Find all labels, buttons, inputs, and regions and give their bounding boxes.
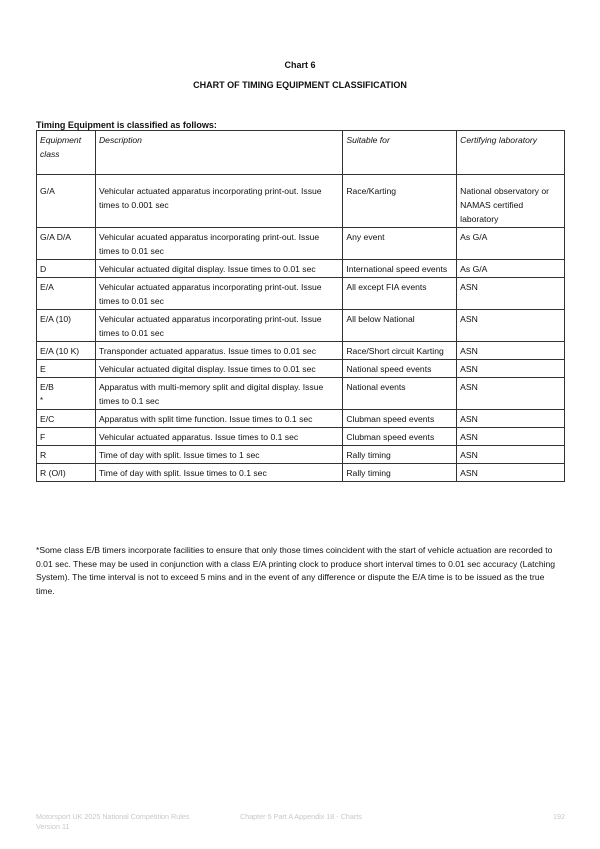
table-row: [37, 360, 565, 378]
cell-suitable-for: All below National: [343, 310, 457, 342]
cell-description: Apparatus with multi-memory split and digital display. Issue times to 0.1 sec: [95, 378, 342, 410]
header-equipment-class: Equipment class: [37, 131, 96, 175]
cell-class: F: [37, 428, 96, 446]
table-row: [37, 342, 565, 360]
cell-laboratory: ASN: [457, 278, 565, 310]
cell-laboratory: ASN: [457, 446, 565, 464]
cell-suitable-for: All except FIA events: [343, 278, 457, 310]
cell-class: E/A: [37, 278, 96, 310]
footer-title: Motorsport UK 2025 National Competition Rules: [36, 812, 190, 821]
chart-number: Chart 6: [284, 60, 316, 70]
cell-class: G/A: [37, 175, 96, 228]
cell-class: E/A (10): [37, 310, 96, 342]
cell-suitable-for: Race/Karting: [343, 175, 457, 228]
intro-text: Timing Equipment is classified as follows:: [36, 120, 217, 130]
table-header-row: [37, 131, 565, 175]
table-row: [37, 428, 565, 446]
cell-laboratory: ASN: [457, 428, 565, 446]
cell-class: E/A (10 K): [37, 342, 96, 360]
table-row: [37, 278, 565, 310]
footer-publication: [36, 812, 189, 832]
cell-laboratory: ASN: [457, 464, 565, 482]
cell-suitable-for: National speed events: [343, 360, 457, 378]
cell-class: D: [37, 260, 96, 278]
cell-suitable-for: Rally timing: [343, 446, 457, 464]
cell-suitable-for: Any event: [343, 228, 457, 260]
footer-version: Version 11: [36, 822, 70, 831]
classification-table: [36, 130, 565, 482]
table-row: [37, 228, 565, 260]
cell-description: Vehicular actuated apparatus. Issue times to 0.1 sec: [95, 428, 342, 446]
cell-description: Vehicular actuated apparatus incorporating print-out. Issue times to 0.01 sec: [95, 310, 342, 342]
footnote-marker: *: [40, 396, 44, 405]
cell-class: E/B *: [37, 378, 96, 410]
cell-description: Vehicular actuated digital display. Issue times to 0.01 sec: [95, 360, 342, 378]
footer-chapter: Chapter 5 Part A Appendix 18 - Charts: [240, 812, 362, 821]
cell-suitable-for: Clubman speed events: [343, 410, 457, 428]
table-body: [37, 175, 565, 482]
cell-description: Vehicular actuated apparatus incorporating print-out. Issue times to 0.001 sec: [95, 175, 342, 228]
page-number: 192: [553, 812, 565, 821]
cell-class: G/A D/A: [37, 228, 96, 260]
footnote: *Some class E/B timers incorporate facilities to ensure that only those times coincident with the start of vehicle actuation are recorded to 0.01 sec. These may be used in conjunction with a class E/A printing clock to produce short interval times to 0.01 sec accuracy (Latching System). The time interval is not to exceed 5 mins and in the event of any difference or dispute the E/A time is to be issued as the true time.: [36, 545, 556, 596]
cell-description: Vehicular actuated digital display. Issue times to 0.01 sec: [95, 260, 342, 278]
cell-suitable-for: International speed events: [343, 260, 457, 278]
cell-class: E: [37, 360, 96, 378]
table-row: [37, 410, 565, 428]
cell-class: R (O/I): [37, 464, 96, 482]
header-certifying-laboratory: Certifying laboratory: [457, 131, 565, 175]
cell-description: Apparatus with split time function. Issue times to 0.1 sec: [95, 410, 342, 428]
cell-suitable-for: Race/Short circuit Karting: [343, 342, 457, 360]
header-description: Description: [95, 131, 342, 175]
table-row: [37, 446, 565, 464]
header-suitable-for: Suitable for: [343, 131, 457, 175]
cell-laboratory: ASN: [457, 342, 565, 360]
table-row: [37, 464, 565, 482]
cell-laboratory: ASN: [457, 378, 565, 410]
cell-suitable-for: Clubman speed events: [343, 428, 457, 446]
table-row: [37, 175, 565, 228]
table-row: [37, 378, 565, 410]
cell-laboratory: National observatory or NAMAS certified laboratory: [457, 175, 565, 228]
table-row: [37, 310, 565, 342]
cell-laboratory: As G/A: [457, 228, 565, 260]
cell-description: Time of day with split. Issue times to 1 sec: [95, 446, 342, 464]
chart-title: CHART OF TIMING EQUIPMENT CLASSIFICATION: [193, 80, 407, 90]
cell-laboratory: ASN: [457, 310, 565, 342]
cell-suitable-for: Rally timing: [343, 464, 457, 482]
cell-suitable-for: National events: [343, 378, 457, 410]
cell-description: Vehicular acuated apparatus incorporating print-out. Issue times to 0.01 sec: [95, 228, 342, 260]
cell-description: Time of day with split. Issue times to 0.1 sec: [95, 464, 342, 482]
cell-laboratory: ASN: [457, 410, 565, 428]
cell-description: Vehicular actuated apparatus incorporating print-out. Issue times to 0.01 sec: [95, 278, 342, 310]
cell-class: E/C: [37, 410, 96, 428]
table-row: [37, 260, 565, 278]
cell-description: Transponder actuated apparatus. Issue times to 0.01 sec: [95, 342, 342, 360]
cell-laboratory: As G/A: [457, 260, 565, 278]
cell-class: R: [37, 446, 96, 464]
cell-laboratory: ASN: [457, 360, 565, 378]
